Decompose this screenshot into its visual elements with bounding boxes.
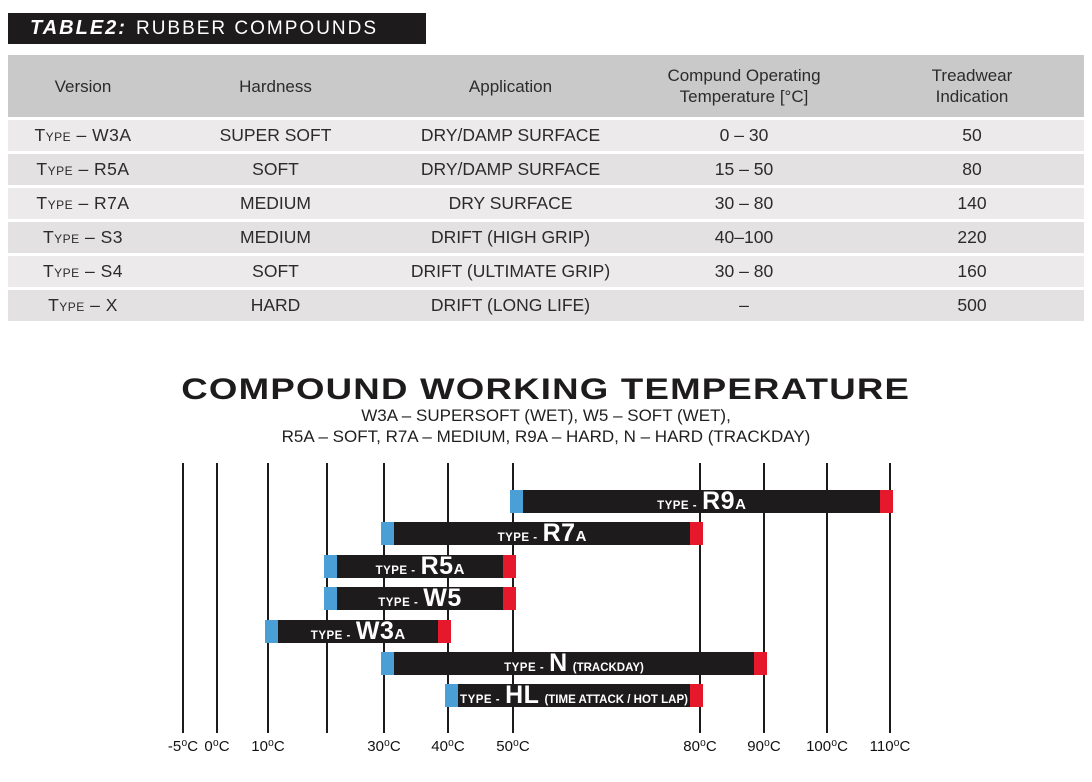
bar-end-cap — [503, 555, 516, 578]
cell-application: DRIFT (HIGH GRIP) — [430, 227, 591, 247]
bar-start-cap — [381, 522, 394, 545]
column-header-application: Application — [468, 76, 553, 96]
cell-application: DRIFT (ULTIMATE GRIP) — [410, 261, 611, 281]
bar-start-cap — [324, 587, 337, 610]
cell-application: DRY/DAMP SURFACE — [420, 125, 601, 145]
axis-tick-label: 10⁰C — [251, 738, 285, 755]
bar-start-cap — [445, 684, 458, 707]
bar-label: TYPE - HL (TIME ATTACK / HOT LAP) — [460, 681, 688, 710]
cell-hardness: MEDIUM — [240, 227, 311, 247]
cell-version: Type – W3A — [34, 125, 132, 145]
cell-hardness: HARD — [250, 295, 301, 315]
cell-treadwear: 140 — [957, 193, 987, 213]
axis-tick-label: -5⁰C — [167, 738, 199, 755]
cell-temp: 0 – 30 — [719, 125, 769, 145]
cell-hardness: SUPER SOFT — [219, 125, 332, 145]
bar-start-cap — [381, 652, 394, 675]
cell-version: Type – S4 — [42, 261, 124, 281]
bar-end-cap — [503, 587, 516, 610]
axis-tick-label: 90⁰C — [747, 738, 781, 755]
compound-bar-n — [381, 649, 767, 677]
cell-hardness: SOFT — [252, 261, 299, 281]
table-title-bold: TABLE2: — [30, 17, 127, 39]
cell-treadwear: 160 — [957, 261, 987, 281]
bar-label: TYPE - R7 A — [497, 519, 587, 548]
axis-tick-label: 80⁰C — [683, 738, 717, 755]
bar-end-cap — [690, 684, 703, 707]
cell-temp: 15 – 50 — [714, 159, 774, 179]
compound-bar-r9a — [510, 487, 893, 515]
cell-temp: 30 – 80 — [714, 193, 774, 213]
cell-treadwear: 220 — [957, 227, 987, 247]
bar-label: TYPE - N (TRACKDAY) — [504, 649, 644, 677]
cell-application: DRY/DAMP SURFACE — [420, 159, 601, 179]
bar-label: TYPE - W3 A — [310, 616, 406, 645]
bar-end-cap — [438, 620, 451, 643]
chart-subtitle-line2: R5A – SOFT, R7A – MEDIUM, R9A – HARD, N – HARD (TRACKDAY) — [281, 427, 811, 446]
axis-tick-label: 40⁰C — [431, 738, 465, 755]
cell-version: Type – X — [48, 295, 118, 315]
gridline — [267, 463, 269, 733]
cell-temp: – — [739, 295, 749, 315]
bar-start-cap — [510, 490, 523, 513]
bar-label: TYPE - R5 A — [375, 551, 465, 580]
axis-tick-label: 30⁰C — [367, 738, 401, 755]
column-header-treadwear: Treadwear Indication — [931, 66, 1013, 106]
chart-title: COMPOUND WORKING TEMPERATURE — [181, 373, 911, 406]
bar-label: TYPE - W5 — [378, 584, 462, 613]
cell-treadwear: 80 — [962, 159, 982, 179]
compound-bar-r7a — [381, 519, 703, 548]
axis-tick-label: 110⁰C — [869, 738, 911, 755]
cell-hardness: SOFT — [252, 159, 299, 179]
gridline — [216, 463, 218, 733]
bar-start-cap — [324, 555, 337, 578]
table-title-rest: RUBBER COMPOUNDS — [135, 17, 379, 39]
cell-application: DRIFT (LONG LIFE) — [430, 295, 591, 315]
bar-start-cap — [265, 620, 278, 643]
cell-version: Type – R5A — [36, 159, 130, 179]
cell-version: Type – R7A — [36, 193, 130, 213]
bar-end-cap — [880, 490, 893, 513]
axis-tick-label: 0⁰C — [204, 738, 230, 755]
axis-tick-label: 50⁰C — [496, 738, 530, 755]
bar-label: TYPE - R9 A — [657, 487, 746, 515]
cell-application: DRY SURFACE — [448, 193, 573, 213]
compound-bar-hl — [445, 681, 703, 710]
cell-treadwear: 500 — [957, 295, 987, 315]
compound-bar-w3a — [265, 616, 451, 645]
chart-subtitle-line1: W3A – SUPERSOFT (WET), W5 – SOFT (WET), — [361, 406, 731, 425]
column-header-temperature: Compund Operating Temperature [°C] — [667, 66, 821, 106]
cell-treadwear: 50 — [962, 125, 982, 145]
axis-tick-label: 100⁰C — [806, 738, 848, 755]
cell-temp: 40–100 — [714, 227, 774, 247]
compound-bar-w5 — [324, 584, 516, 613]
gridline — [182, 463, 184, 733]
bar-end-cap — [690, 522, 703, 545]
cell-temp: 30 – 80 — [714, 261, 774, 281]
cell-hardness: MEDIUM — [240, 193, 311, 213]
cell-version: Type – S3 — [42, 227, 124, 247]
column-header-hardness: Hardness — [239, 76, 312, 96]
column-header-version: Version — [54, 76, 112, 96]
bar-end-cap — [754, 652, 767, 675]
compound-bar-r5a — [324, 551, 516, 580]
